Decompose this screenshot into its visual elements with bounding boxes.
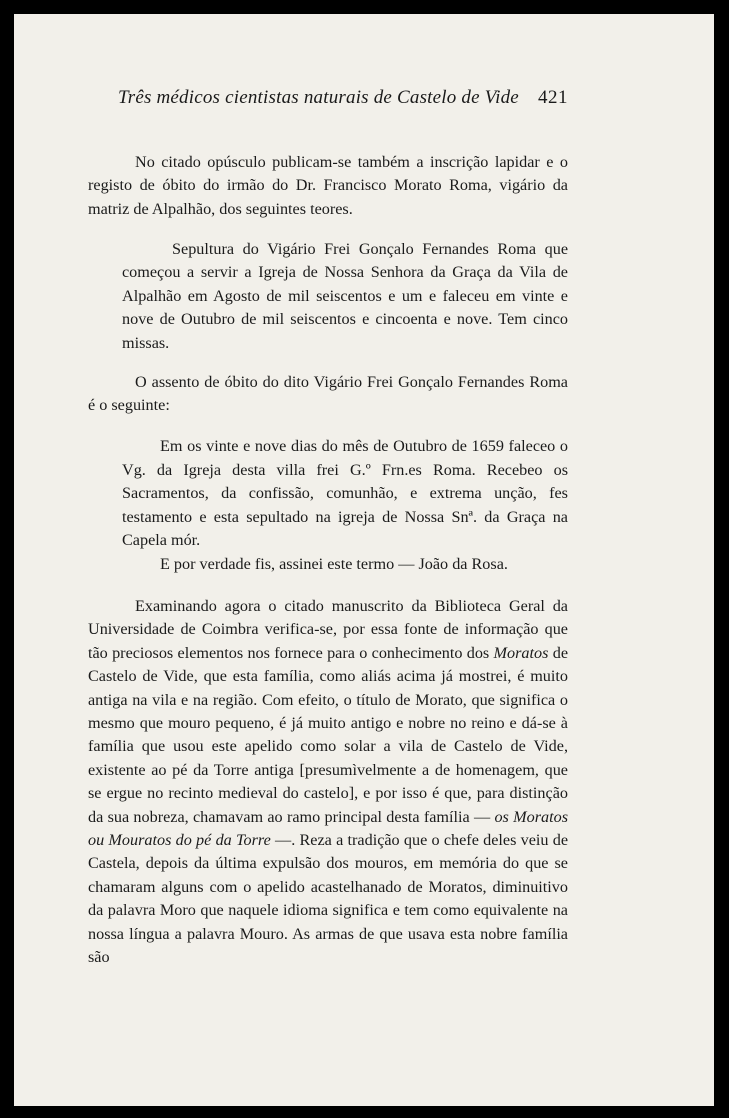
intro-text: No citado opúsculo publicam-se também a inscrição lapidar e o registo de óbito do irmão do Dr. Francisco Morato Roma, vigário da matriz de Alpalhão, dos seguintes teores.: [88, 153, 568, 218]
manuscript-paragraph: [88, 595, 568, 970]
inscription-text: Sepultura do Vigário Frei Gonçalo Fernandes Roma que começou a servir a Igreja de Nossa Senhora da Graça da Vila de Alpalhão em Agosto de mil seiscentos e um e faleceu em vinte e nove de Outubro de mil seiscentos e cincoenta e nove. Tem cinco missas.: [122, 240, 568, 352]
manuscript-italic-pe-da-torre: os Moratos ou Mouratos do pé da Torre: [88, 807, 568, 850]
inscription-quote: [122, 238, 568, 355]
manuscript-text-part-b: de Castelo de Vide, que esta família, como aliás acima já mostrei, é muito antiga na vila e na região. Com efeito, o título de Morato, que significa o mesmo que mouro pequeno, é já muito antigo e nobre no reino e dá-se à família que usou este apelido como solar a vila de Castelo de Vide, existente ao pé da Torre antiga [presumìvelmente a de homenagem, que se ergue no recinto medieval do castelo], e por isso é que, para distinção da sua nobreza, chamavam ao ramo principal desta família —: [88, 643, 569, 826]
manuscript-text-part-c: —. Reza a tradição que o chefe deles veiu de Castela, depois da última expulsão dos mouros, em memória do que se chamaram alguns com o apelido acastelhanado de Moratos, diminuitivo da palavra Moro que naquele idioma significa e tem como equivalente na nossa língua a palavra Mouro. As armas de que usava esta nobre família são: [88, 831, 569, 967]
running-title: Três médicos cientistas naturais de Castelo de Vide: [118, 87, 519, 108]
manuscript-text: [88, 595, 568, 970]
manuscript-italic-moratos: Moratos: [493, 643, 549, 662]
death-record-quote: [122, 435, 568, 577]
death-record-text: Em os vinte e nove dias do mês de Outubro de 1659 faleceo o Vg. da Igreja desta villa frei G.º Frn.es Roma. Recebeo os Sacramentos, da confissão, comunhão, e extrema unção, fes testamento e esta sepultado na igreja de Nossa Snª. da Graça na Capela mór.: [122, 437, 568, 550]
manuscript-text-part-a: Examinando agora o citado manuscrito da Biblioteca Geral da Universidade de Coimbra verifica-se, por essa fonte de informação que tão preciosos elementos nos fornece para o conhecimento dos: [88, 597, 568, 662]
page-number: 421: [538, 87, 568, 108]
death-record-intro-text: O assento de óbito do dito Vigário Frei Gonçalo Fernandes Roma é o seguinte:: [88, 373, 568, 415]
death-record-intro-paragraph: [88, 371, 568, 418]
intro-paragraph: [88, 151, 568, 221]
document-page: [14, 14, 714, 1106]
death-record-signature: E por verdade fis, assinei este termo — João da Rosa.: [160, 554, 508, 573]
running-header: [118, 87, 568, 111]
